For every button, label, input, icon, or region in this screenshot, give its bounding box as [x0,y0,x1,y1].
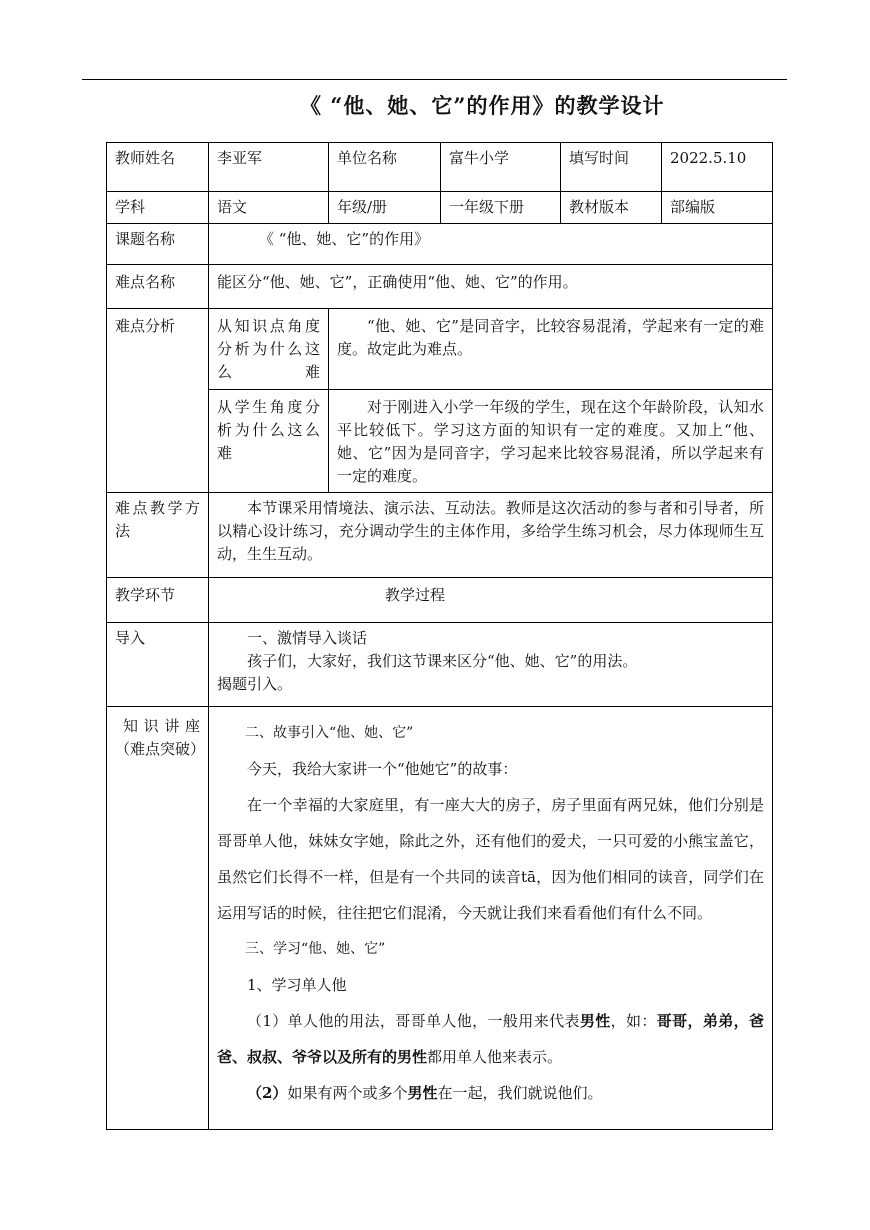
usage-paragraph-2: （2）如果有两个或多个男性在一起，我们就说他们。 [247,1084,603,1102]
learn-subheading: 1、学习单人他 [247,976,347,994]
date-value: 2022.5.10 [662,143,773,192]
difficulty-label: 难点名称 [107,265,209,309]
student-angle-text: 对于刚进入小学一年级的学生，现在这个年龄阶段，认知水平比较低下。学习这方面的知识有一定的难度。又加上“他、她、它”因为是同音字，学习起来比较容易混淆，所以学起来有一定的难度。 [329,390,773,493]
edition-label: 教材版本 [561,192,662,224]
intro-reveal: 揭题引入。 [217,675,293,693]
story-heading: 二、故事引入“他、她、它” [245,725,414,741]
header-rule [82,79,787,80]
subject-label: 学科 [107,192,209,224]
intro-label: 导入 [107,623,209,707]
student-angle-label: 从学生角度分析为什么这么难 [209,390,329,493]
analysis-row-knowledge [107,309,773,390]
unit-label: 单位名称 [329,143,441,192]
teacher-label: 教师姓名 [107,143,209,192]
lecture-label [107,707,209,1130]
process-header-row [107,578,773,623]
knowledge-angle-label: 从知识点角度分析为什么这么难 [209,309,329,390]
method-text: 本节课采用情境法、演示法、互动法。教师是这次活动的参与者和引导者，所以精心设计练习，充分调动学生的主体作用，多给学生练习机会，尽力体现师生互动，生生互动。 [209,493,773,578]
unit-value: 富牛小学 [441,143,561,192]
usage-paragraph-1: （1）单人他的用法，哥哥单人他，一般用来代表男性，如：哥哥，弟弟，爸爸、叔叔、爷爷以及所有的男性都用单人他来表示。 [217,1012,764,1066]
story-paragraph: 在一个幸福的大家庭里，有一座大大的房子，房子里面有两兄妹，他们分别是哥哥单人他，妹妹女字她，除此之外，还有他们的爱犬，一只可爱的小熊宝盖它，虽然它们长得不一样，但是有一个共同的读音tā，因为他们相同的读音，同学们在运用写话的时候，往往把它们混淆，今天就让我们来看看他们有什么不同。 [217,796,764,922]
learn-heading: 三、学习“他、她、它” [245,941,386,957]
lecture-label-1: 知识讲座 [123,717,200,735]
topic-value: 《 “他、她、它”的作用》 [209,224,773,265]
lecture-label-2: （难点突破） [115,740,206,758]
topic-row [107,224,773,265]
teacher-value: 李亚军 [209,143,329,192]
lesson-plan-table [106,142,773,1130]
date-label: 填写时间 [561,143,662,192]
lecture-content [209,707,773,1130]
lecture-row [107,707,773,1130]
grade-value: 一年级下册 [441,192,561,224]
subject-value: 语文 [209,192,329,224]
document-title: 《 “他、她、它”的作用》的教学设计 [300,93,665,118]
difficulty-value: 能区分“他、她、它”，正确使用“他、她、它”的作用。 [209,265,773,309]
story-intro: 今天，我给大家讲一个“他她它”的故事： [247,760,518,778]
info-row-1 [107,143,773,192]
process-label: 教学环节 [107,578,209,623]
difficulty-row [107,265,773,309]
knowledge-angle-text: “他、她、它”是同音字，比较容易混淆，学起来有一定的难度。故定此为难点。 [329,309,773,390]
analysis-label: 难点分析 [107,309,209,493]
method-row [107,493,773,578]
intro-content [209,623,773,707]
method-label: 难点教学方法 [107,493,209,578]
intro-paragraph: 孩子们，大家好，我们这节课来区分“他、她、它”的用法。 [247,652,638,670]
process-header: 教学过程 [209,578,773,623]
intro-heading: 一、激情导入谈话 [247,629,368,647]
topic-label: 课题名称 [107,224,209,265]
edition-value: 部编版 [662,192,773,224]
intro-row [107,623,773,707]
info-row-2 [107,192,773,224]
grade-label: 年级/册 [329,192,441,224]
